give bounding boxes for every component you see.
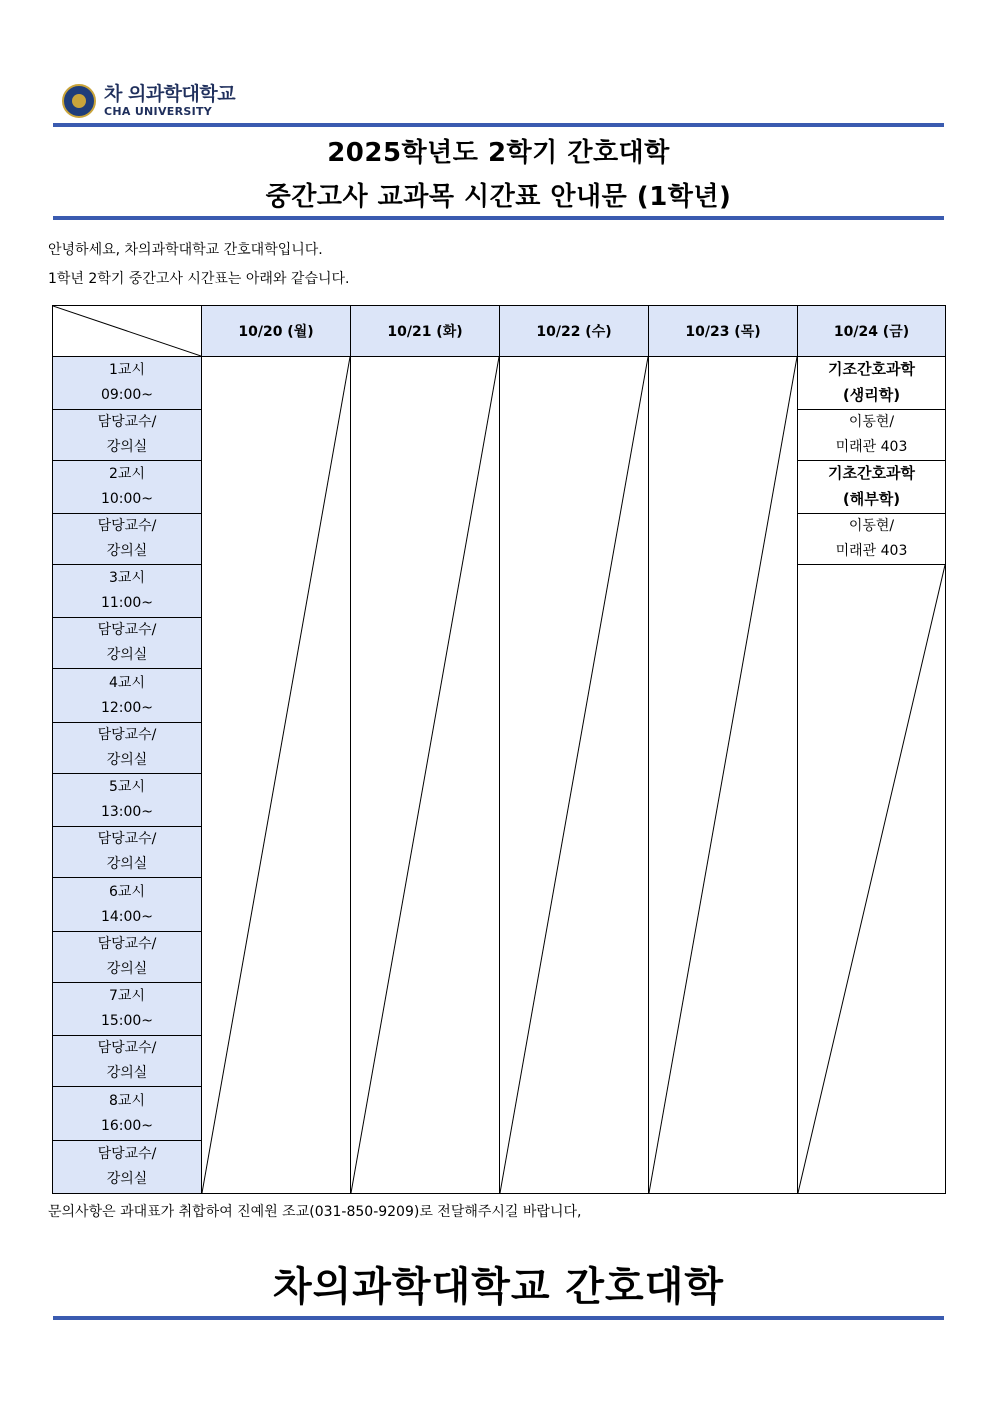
university-logo: [62, 82, 235, 120]
exam-professor-room-cell: 이동현/ 미래관 403: [798, 514, 946, 565]
no-exam-cell-fri: [798, 565, 946, 1194]
no-exam-cell-wed: [500, 357, 649, 1194]
day-header-3: 10/22 (수): [500, 306, 649, 357]
header-rule-top: [53, 123, 944, 127]
header-rule-bottom: [53, 216, 944, 220]
no-exam-cell-tue: [351, 357, 500, 1194]
instructor-label: 담당교수/ 강의실: [53, 618, 202, 669]
period-label: 7교시 15:00~: [53, 983, 202, 1036]
contact-note: 문의사항은 과대표가 취합하여 진예원 조교(031-850-9209)로 전달해주시길 바랍니다,: [48, 1204, 582, 1220]
instructor-label: 담당교수/ 강의실: [53, 932, 202, 983]
footer-rule: [53, 1316, 944, 1320]
no-exam-cell-mon: [202, 357, 351, 1194]
period-label: 5교시 13:00~: [53, 774, 202, 827]
instructor-label: 담당교수/ 강의실: [53, 723, 202, 774]
instructor-label: 담당교수/ 강의실: [53, 1036, 202, 1087]
period-label: 2교시 10:00~: [53, 461, 202, 514]
title-line-2: 중간고사 교과목 시간표 안내문 (1학년): [265, 182, 732, 212]
logo-english-name: CHA UNIVERSITY: [104, 105, 213, 118]
period-label: 1교시 09:00~: [53, 357, 202, 410]
intro-line-1: 안녕하세요, 차의과학대학교 간호대학입니다.: [48, 242, 323, 258]
day-header-1: 10/20 (월): [202, 306, 351, 357]
instructor-label: 담당교수/ 강의실: [53, 1141, 202, 1194]
corner-header-cell: [53, 306, 202, 357]
instructor-label: 담당교수/ 강의실: [53, 514, 202, 565]
period-label: 3교시 11:00~: [53, 565, 202, 618]
period-label: 4교시 12:00~: [53, 669, 202, 723]
exam-subject-cell: 기초간호과학 (해부학): [798, 461, 946, 514]
no-exam-cell-thu: [649, 357, 798, 1194]
logo-korean-name: 차 의과학대학교: [104, 83, 236, 105]
closing-signature: 차의과학대학교 간호대학: [273, 1264, 724, 1310]
instructor-label: 담당교수/ 강의실: [53, 827, 202, 878]
day-header-2: 10/21 (화): [351, 306, 500, 357]
exam-timetable: [52, 305, 946, 1194]
day-header-5: 10/24 (금): [798, 306, 946, 357]
period-label: 8교시 16:00~: [53, 1087, 202, 1141]
period-label: 6교시 14:00~: [53, 878, 202, 932]
title-line-1: 2025학년도 2학기 간호대학: [327, 138, 670, 168]
exam-professor-room-cell: 이동현/ 미래관 403: [798, 410, 946, 461]
intro-line-2: 1학년 2학기 중간고사 시간표는 아래와 같습니다.: [48, 271, 350, 287]
exam-subject-cell: 기조간호과학 (생리학): [798, 357, 946, 410]
day-header-4: 10/23 (목): [649, 306, 798, 357]
instructor-label: 담당교수/ 강의실: [53, 410, 202, 461]
university-seal-icon: [62, 84, 96, 118]
